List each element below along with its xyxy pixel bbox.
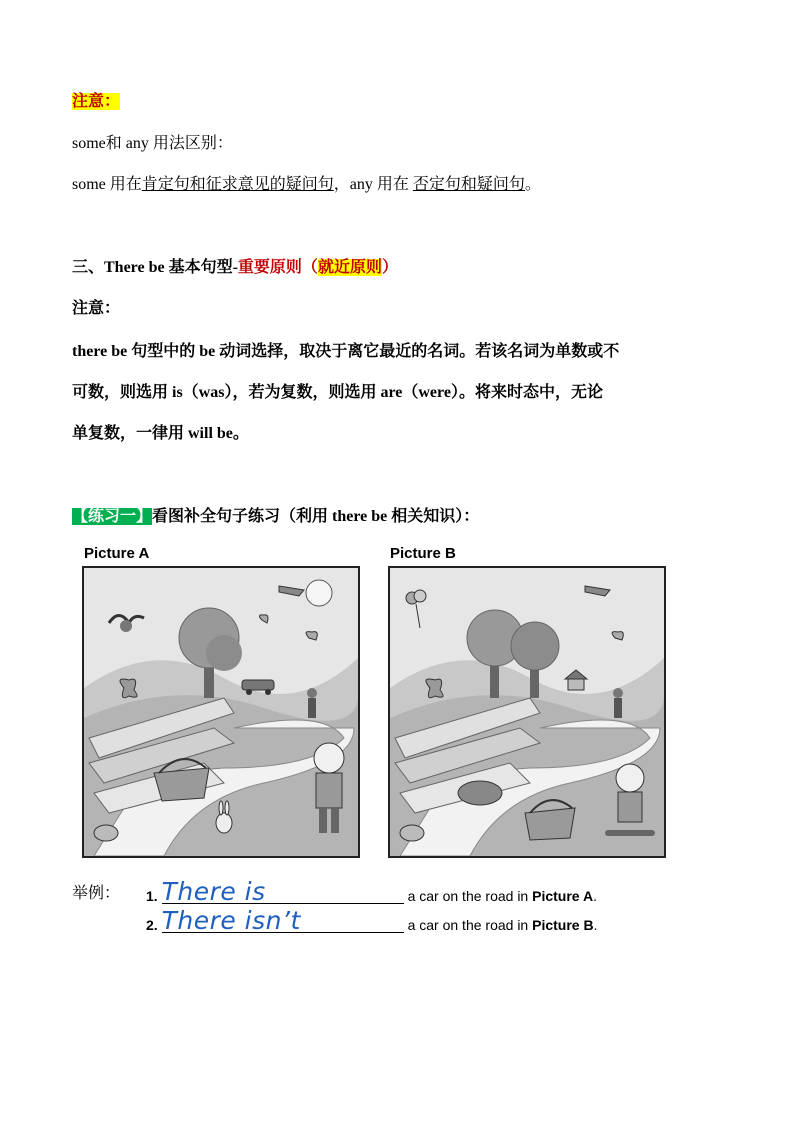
some-any-rule: some 用在肯定句和征求意见的疑问句，any 用在 否定句和疑问句。 xyxy=(72,176,541,193)
section-3-heading: 三、There be 基本句型-重要原则（就近原则） xyxy=(72,259,398,276)
walker-icon xyxy=(613,688,623,718)
some-any-title: some和 any 用法区别： xyxy=(72,135,233,152)
exercise-heading: 【练习一】看图补全句子练习（利用 there be 相关知识）： xyxy=(72,508,480,525)
exercise-item-2: 2. There isn’t a car on the road in Picture B. xyxy=(146,906,598,935)
picture-a-title: Picture A xyxy=(84,545,150,562)
any-usage: 否定句和疑问句 xyxy=(412,176,525,193)
rule-line: 单复数，一律用 will be。 xyxy=(72,425,249,442)
picture-a xyxy=(82,566,360,858)
rooster-icon xyxy=(94,825,118,841)
exercise-item-1: 1. There is a car on the road in Picture A. xyxy=(146,877,597,906)
section-3-note-label: 注意： xyxy=(72,300,121,317)
cat-icon xyxy=(458,781,502,805)
handwritten-answer: There isn’t xyxy=(161,906,301,935)
rooster-icon xyxy=(400,825,424,841)
example-label: 举例： xyxy=(72,885,121,902)
walker-icon xyxy=(307,688,317,718)
rule-line: 可数，则选用 is（was），若为复数，则选用 are（were）。将来时态中，无论 xyxy=(72,384,603,401)
some-usage: 肯定句和征求意见的疑问句 xyxy=(141,176,334,193)
exercise-tag: 【练习一】 xyxy=(72,508,153,525)
rule-line: there be 句型中的 be 动词选择，取决于离它最近的名词。若该名词为单数或不 xyxy=(72,343,620,360)
sun-icon xyxy=(306,580,332,606)
picture-b xyxy=(388,566,666,858)
nearest-principle: 就近原则 xyxy=(317,259,382,276)
handwritten-answer: There is xyxy=(161,877,266,906)
note-label: 注意： xyxy=(72,93,121,110)
picture-b-title: Picture B xyxy=(390,545,456,562)
